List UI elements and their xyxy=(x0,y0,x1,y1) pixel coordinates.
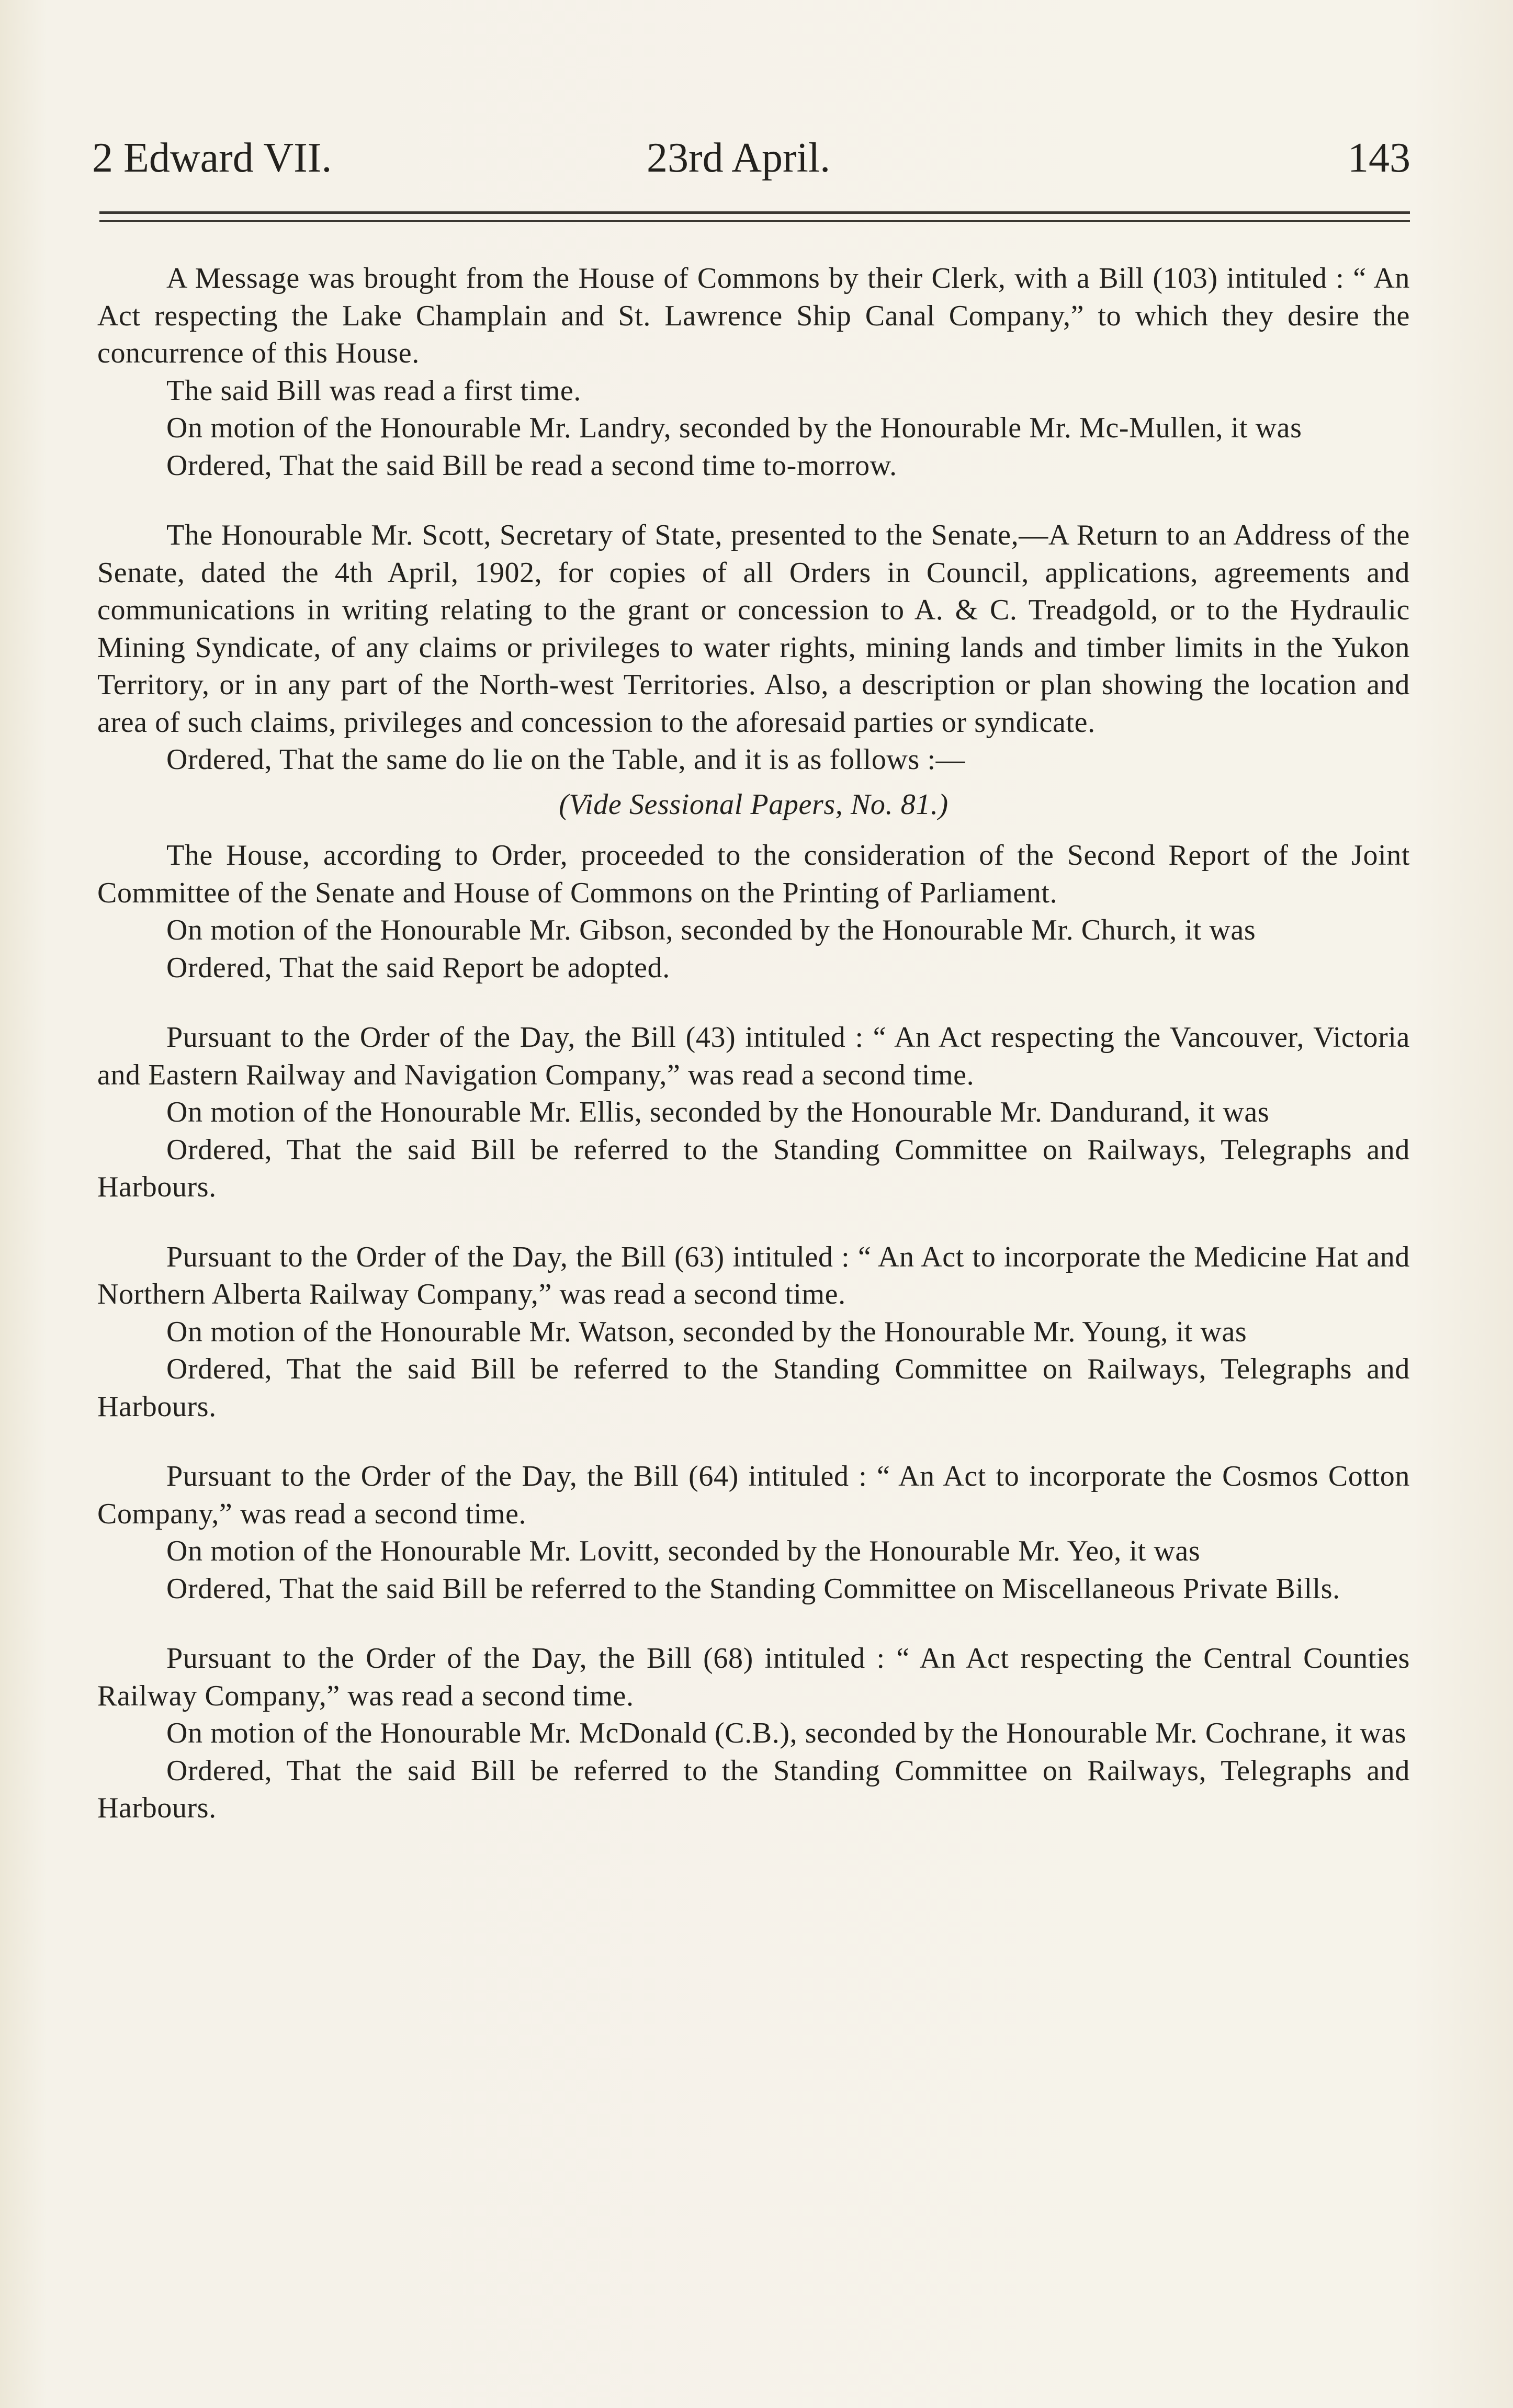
paragraph: Ordered, That the said Bill be referred to the Standing Committee on Railways, Telegraphs and Harbours. xyxy=(97,1133,1410,1203)
paragraph: The said Bill was read a first time. xyxy=(166,374,581,407)
section-gap xyxy=(97,1426,1410,1458)
paragraph: On motion of the Honourable Mr. Gibson, seconded by the Honourable Mr. Church, it was xyxy=(166,914,1256,946)
paragraph: On motion of the Honourable Mr. Landry, seconded by the Honourable Mr. Mc-Mullen, it was xyxy=(166,412,1302,444)
header-date: 23rd April. xyxy=(647,135,831,181)
header-rule-thick xyxy=(99,211,1410,214)
paragraph: Ordered, That the said Bill be referred to the Standing Committee on Miscellaneous Private Bills. xyxy=(166,1572,1340,1605)
running-header xyxy=(92,132,1410,184)
paragraph: Ordered, That the said Bill be read a second time to-morrow. xyxy=(166,449,897,482)
page-number: 143 xyxy=(1348,135,1410,181)
paragraph: On motion of the Honourable Mr. Lovitt, seconded by the Honourable Mr. Yeo, it was xyxy=(166,1535,1201,1567)
paragraph: The Honourable Mr. Scott, Secretary of State, presented to the Senate,—A Return to an Address of the Senate, dated the 4th April, 1902, for copies of all Orders in Council, applications, agreements and communications in writing relating to the grant or concession to A. & C. Treadgold, or to the Hydraulic Mining Syndicate, of any claims or privileges to water rights, mining lands and timber limits in the Yukon Territory, or in any part of the North-west Territories. Also, a description or plan showing the location and area of such claims, privileges and concession to the aforesaid parties or syndicate. xyxy=(97,519,1410,739)
paragraph: Pursuant to the Order of the Day, the Bill (64) intituled : “ An Act to incorporate the Cosmos Cotton Company,” was read a second time. xyxy=(97,1460,1410,1530)
section-gap xyxy=(97,1608,1410,1640)
paragraph: The House, according to Order, proceeded to the consideration of the Second Report of the Joint Committee of the Senate and House of Commons on the Printing of Parliament. xyxy=(97,839,1410,909)
entry-message-bill-103 xyxy=(97,260,1410,484)
paragraph: On motion of the Honourable Mr. Ellis, seconded by the Honourable Mr. Dandurand, it was xyxy=(166,1096,1270,1128)
paragraph: On motion of the Honourable Mr. McDonald (C.B.), seconded by the Honourable Mr. Cochrane, it was xyxy=(166,1717,1407,1749)
paragraph: A Message was brought from the House of Commons by their Clerk, with a Bill (103) intituled : “ An Act respecting the Lake Champlain and St. Lawrence Ship Canal Company,” to which they desire the concurrence of this House. xyxy=(97,262,1410,369)
entry-bill-63 xyxy=(97,1239,1410,1426)
sessional-papers-reference: (Vide Sessional Papers, No. 81.) xyxy=(559,788,949,821)
section-gap xyxy=(97,484,1410,517)
paragraph: Ordered, That the said Report be adopted. xyxy=(166,951,670,984)
journal-body xyxy=(97,260,1410,1827)
paragraph: Pursuant to the Order of the Day, the Bill (63) intituled : “ An Act to incorporate the Medicine Hat and Northern Alberta Railway Company,” was read a second time. xyxy=(97,1240,1410,1310)
header-regnal-year: 2 Edward VII. xyxy=(92,135,332,181)
entry-bill-43 xyxy=(97,1019,1410,1206)
paragraph: Pursuant to the Order of the Day, the Bill (68) intituled : “ An Act respecting the Central Counties Railway Company,” was read a second time. xyxy=(97,1642,1410,1712)
paragraph: On motion of the Honourable Mr. Watson, seconded by the Honourable Mr. Young, it was xyxy=(166,1315,1247,1348)
entry-return-treadgold xyxy=(97,517,1410,823)
entry-bill-68 xyxy=(97,1640,1410,1827)
paragraph: Ordered, That the same do lie on the Table, and it is as follows :— xyxy=(166,743,966,776)
paragraph: Pursuant to the Order of the Day, the Bill (43) intituled : “ An Act respecting the Vancouver, Victoria and Eastern Railway and Navigation Company,” was read a second time. xyxy=(97,1021,1410,1091)
header-rule-thin xyxy=(99,220,1410,222)
section-gap xyxy=(97,1206,1410,1239)
entry-printing-report xyxy=(97,837,1410,987)
section-gap xyxy=(97,987,1410,1019)
entry-bill-64 xyxy=(97,1458,1410,1608)
paragraph: Ordered, That the said Bill be referred to the Standing Committee on Railways, Telegraphs and Harbours. xyxy=(97,1754,1410,1824)
paragraph: Ordered, That the said Bill be referred to the Standing Committee on Railways, Telegraphs and Harbours. xyxy=(97,1353,1410,1423)
